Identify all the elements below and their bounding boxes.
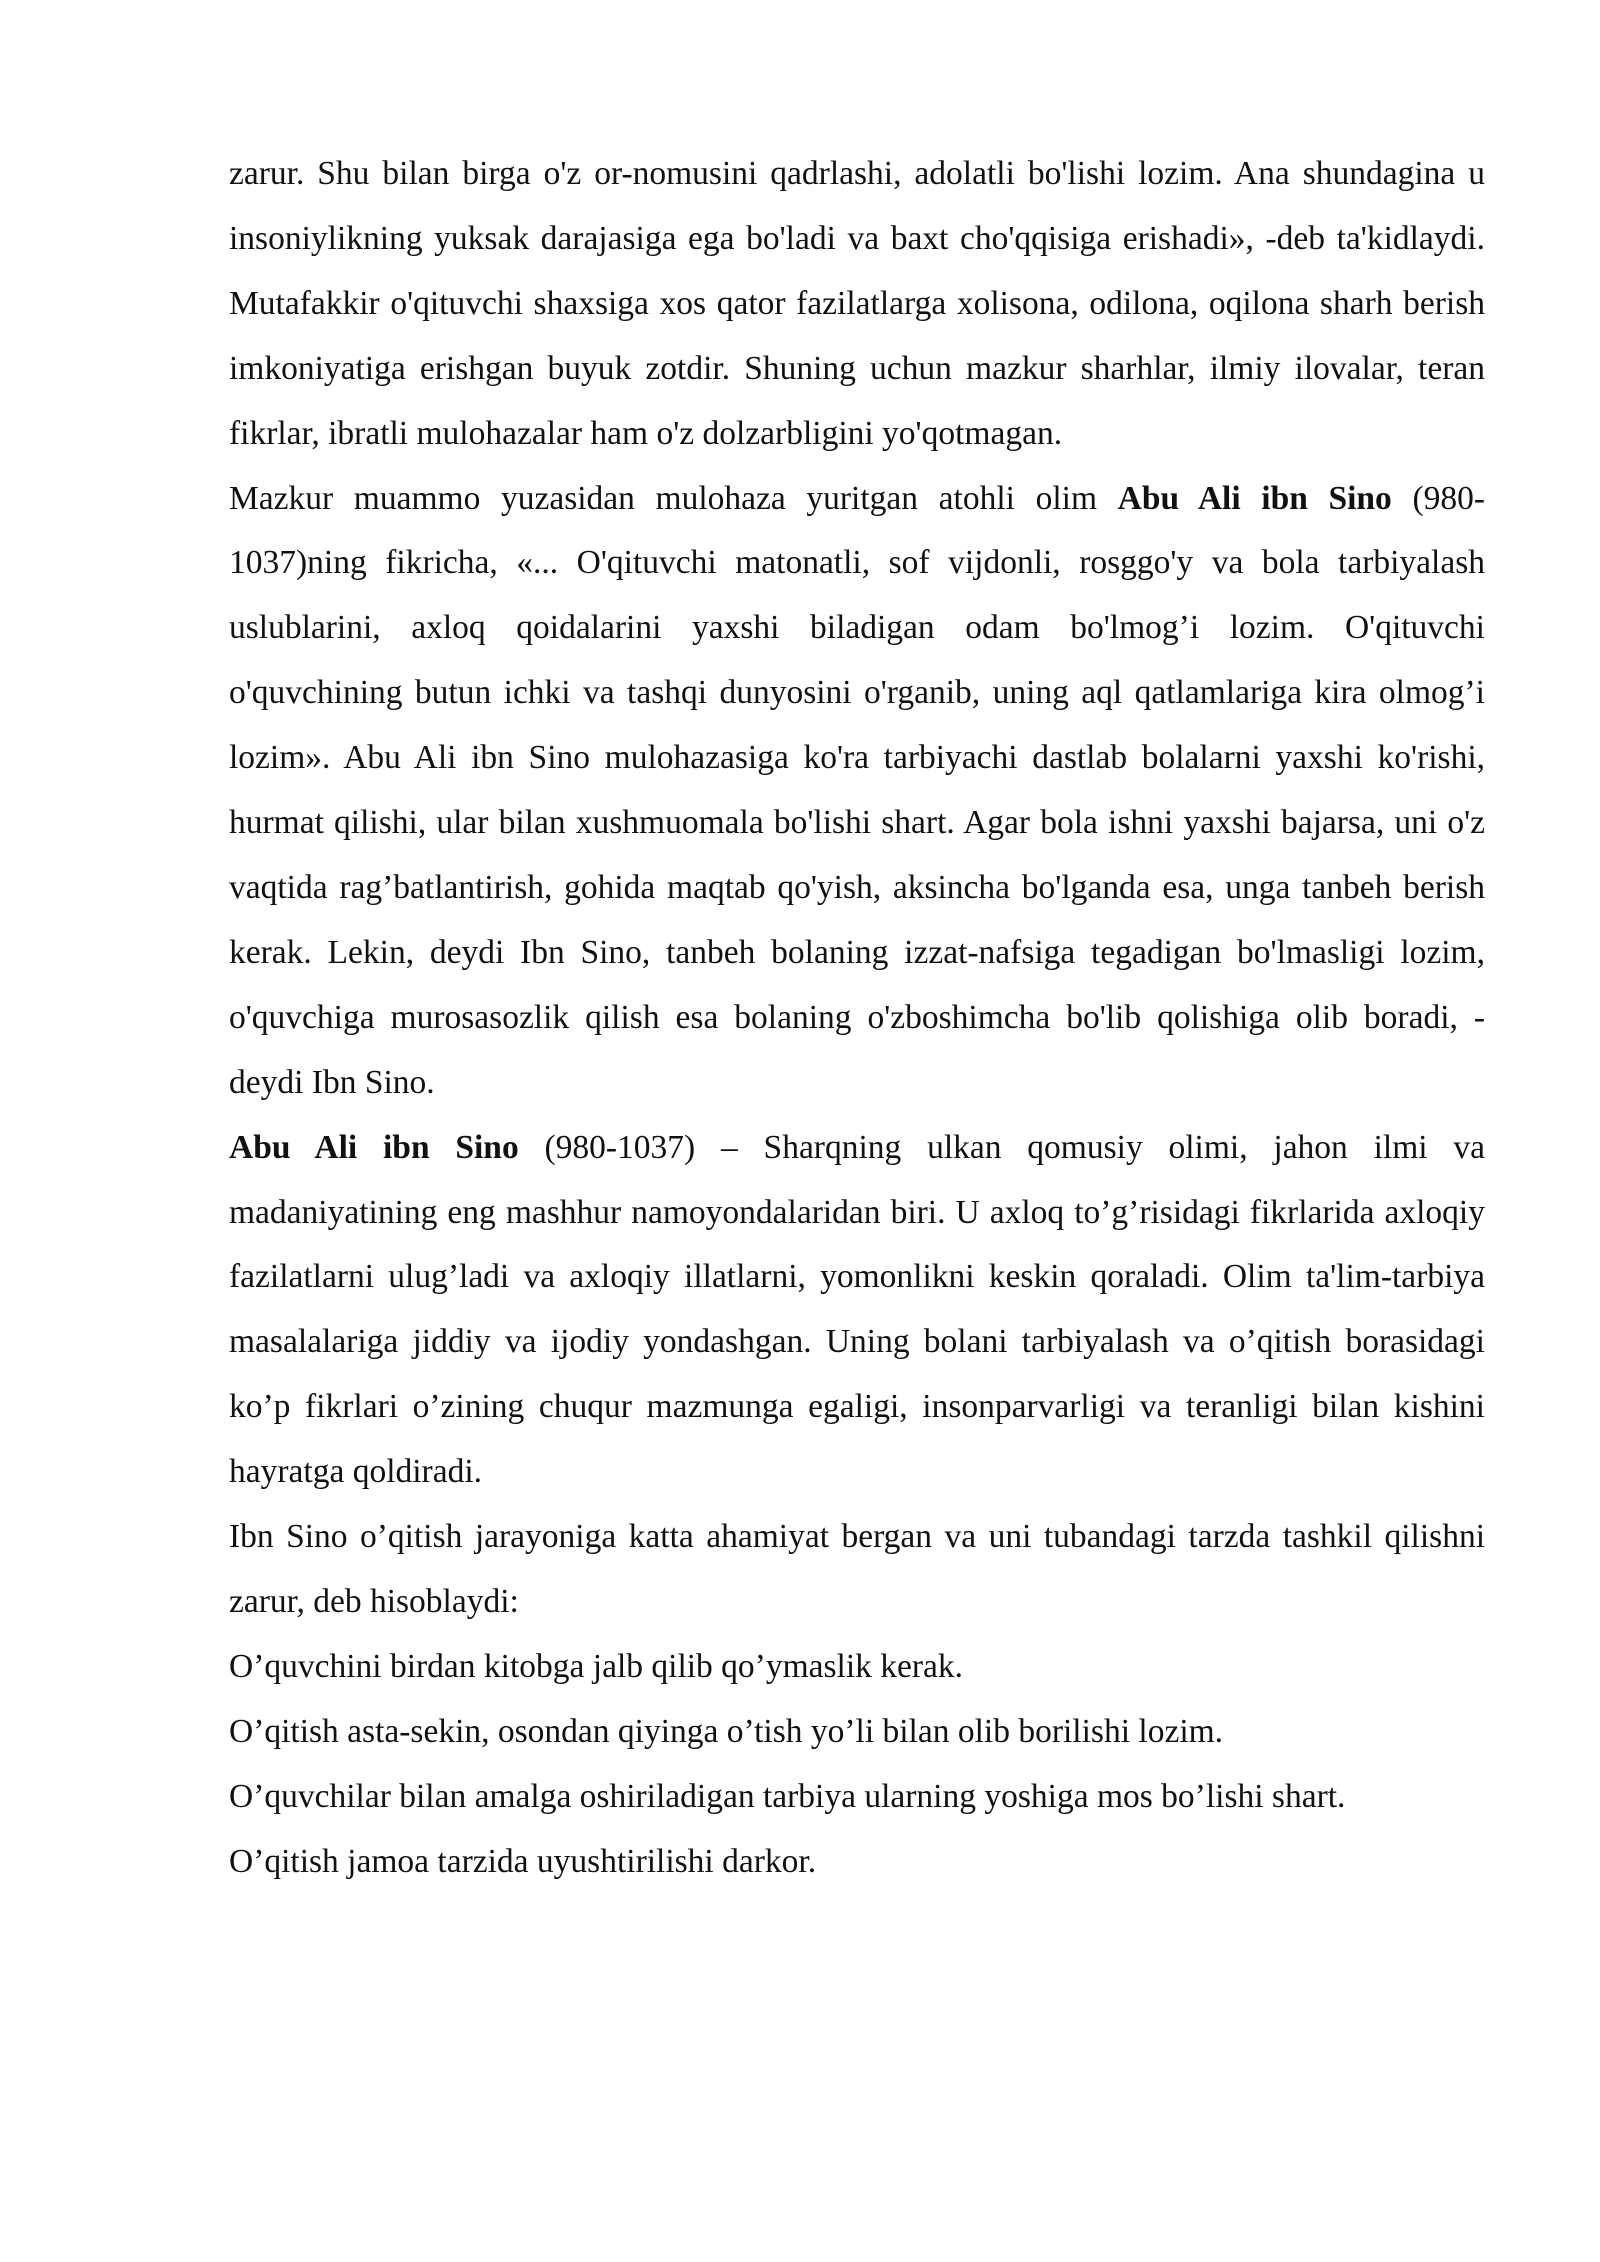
- paragraph-text-rest: (980-1037)ning fikricha, «... O'qituvchi matonatli, sof vijdonli, rosggo'y va bola tarbiyalash uslublarini, axloq qoidalarini yaxshi biladigan odam bo'lmog’i lozim. O'qituvchi o'quvchining butun ichki va tashqi dunyosini o'rganib, uning aql qatlamlariga kira olmog’i lozim». Abu Ali ibn Sino mulohazasiga ko'ra tarbiyachi dastlab bolalarni yaxshi ko'rishi, hurmat qilishi, ular bilan xushmuomala bo'lishi shart. Agar bola ishni yaxshi bajarsa, uni o'z vaqtida rag’batlantirish, gohida maqtab qo'yish, aksincha bo'lganda esa, unga tanbeh berish kerak. Lekin, deydi Ibn Sino, tanbeh bolaning izzat-nafsiga tegadigan bo'lmasligi lozim, o'quvchiga murosasozlik qilish esa bolaning o'zboshimcha bo'lib qolishiga olib boradi, - deydi Ibn Sino.: [229, 479, 1485, 1101]
- list-line: O’quvchilar bilan amalga oshiriladigan tarbiya ularning yoshiga mos bo’lishi shart.: [229, 1777, 1346, 1815]
- bold-name: Abu Ali ibn Sino: [229, 1128, 519, 1166]
- document-body: [229, 142, 1485, 1894]
- paragraph-text-rest: (980-1037) – Sharqning ulkan qomusiy olimi, jahon ilmi va madaniyatining eng mashhur namoyondalaridan biri. U axloq to’g’risidagi fikrlarida axloqiy fazilatlarni ulug’ladi va axloqiy illatlarni, yomonlikni keskin qoraladi. Olim ta'lim-tarbiya masalalariga jiddiy va ijodiy yondashgan. Uning bolani tarbiyalash va o’qitish borasidagi ko’p fikrlari o’zining chuqur mazmunga egaligi, insonparvarligi va teranligi bilan kishini hayratga qoldiradi.: [229, 1128, 1486, 1491]
- paragraph-intro: [229, 142, 1485, 467]
- paragraph-text-start: Mazkur muammo yuzasidan mulohaza yuritgan atohli olim: [229, 479, 1118, 517]
- list-line: O’qitish jamoa tarzida uyushtirilishi darkor.: [229, 1842, 817, 1880]
- paragraph-teaching-process: [229, 1505, 1485, 1635]
- paragraph-ibn-sino-bio: [229, 1116, 1485, 1505]
- paragraph-text: zarur. Shu bilan birga o'z or-nomusini qadrlashi, adolatli bo'lishi lozim. Ana shundagina u insoniylikning yuksak darajasiga ega bo'ladi va baxt cho'qqisiga erishadi», -deb ta'kidlaydi. Mutafakkir o'qituvchi shaxsiga xos qator fazilatlarga xolisona, odilona, oqilona sharh berish imkoniyatiga erishgan buyuk zotdir. Shuning uchun mazkur sharhlar, ilmiy ilovalar, teran fikrlar, ibratli mulohazalar ham o'z dolzarbligini yo'qotmagan.: [229, 155, 1485, 452]
- list-line: O’quvchini birdan kitobga jalb qilib qo’ymaslik kerak.: [229, 1647, 964, 1685]
- paragraph-text: Ibn Sino o’qitish jarayoniga katta ahamiyat bergan va uni tubandagi tarzda tashkil qilishni zarur, deb hisoblaydi:: [229, 1518, 1485, 1620]
- bold-name: Abu Ali ibn Sino: [1117, 479, 1392, 517]
- list-line: O’qitish asta-sekin, osondan qiyinga o’tish yo’li bilan olib borilishi lozim.: [229, 1712, 1224, 1750]
- paragraph-ibn-sino-quote: [229, 467, 1485, 1116]
